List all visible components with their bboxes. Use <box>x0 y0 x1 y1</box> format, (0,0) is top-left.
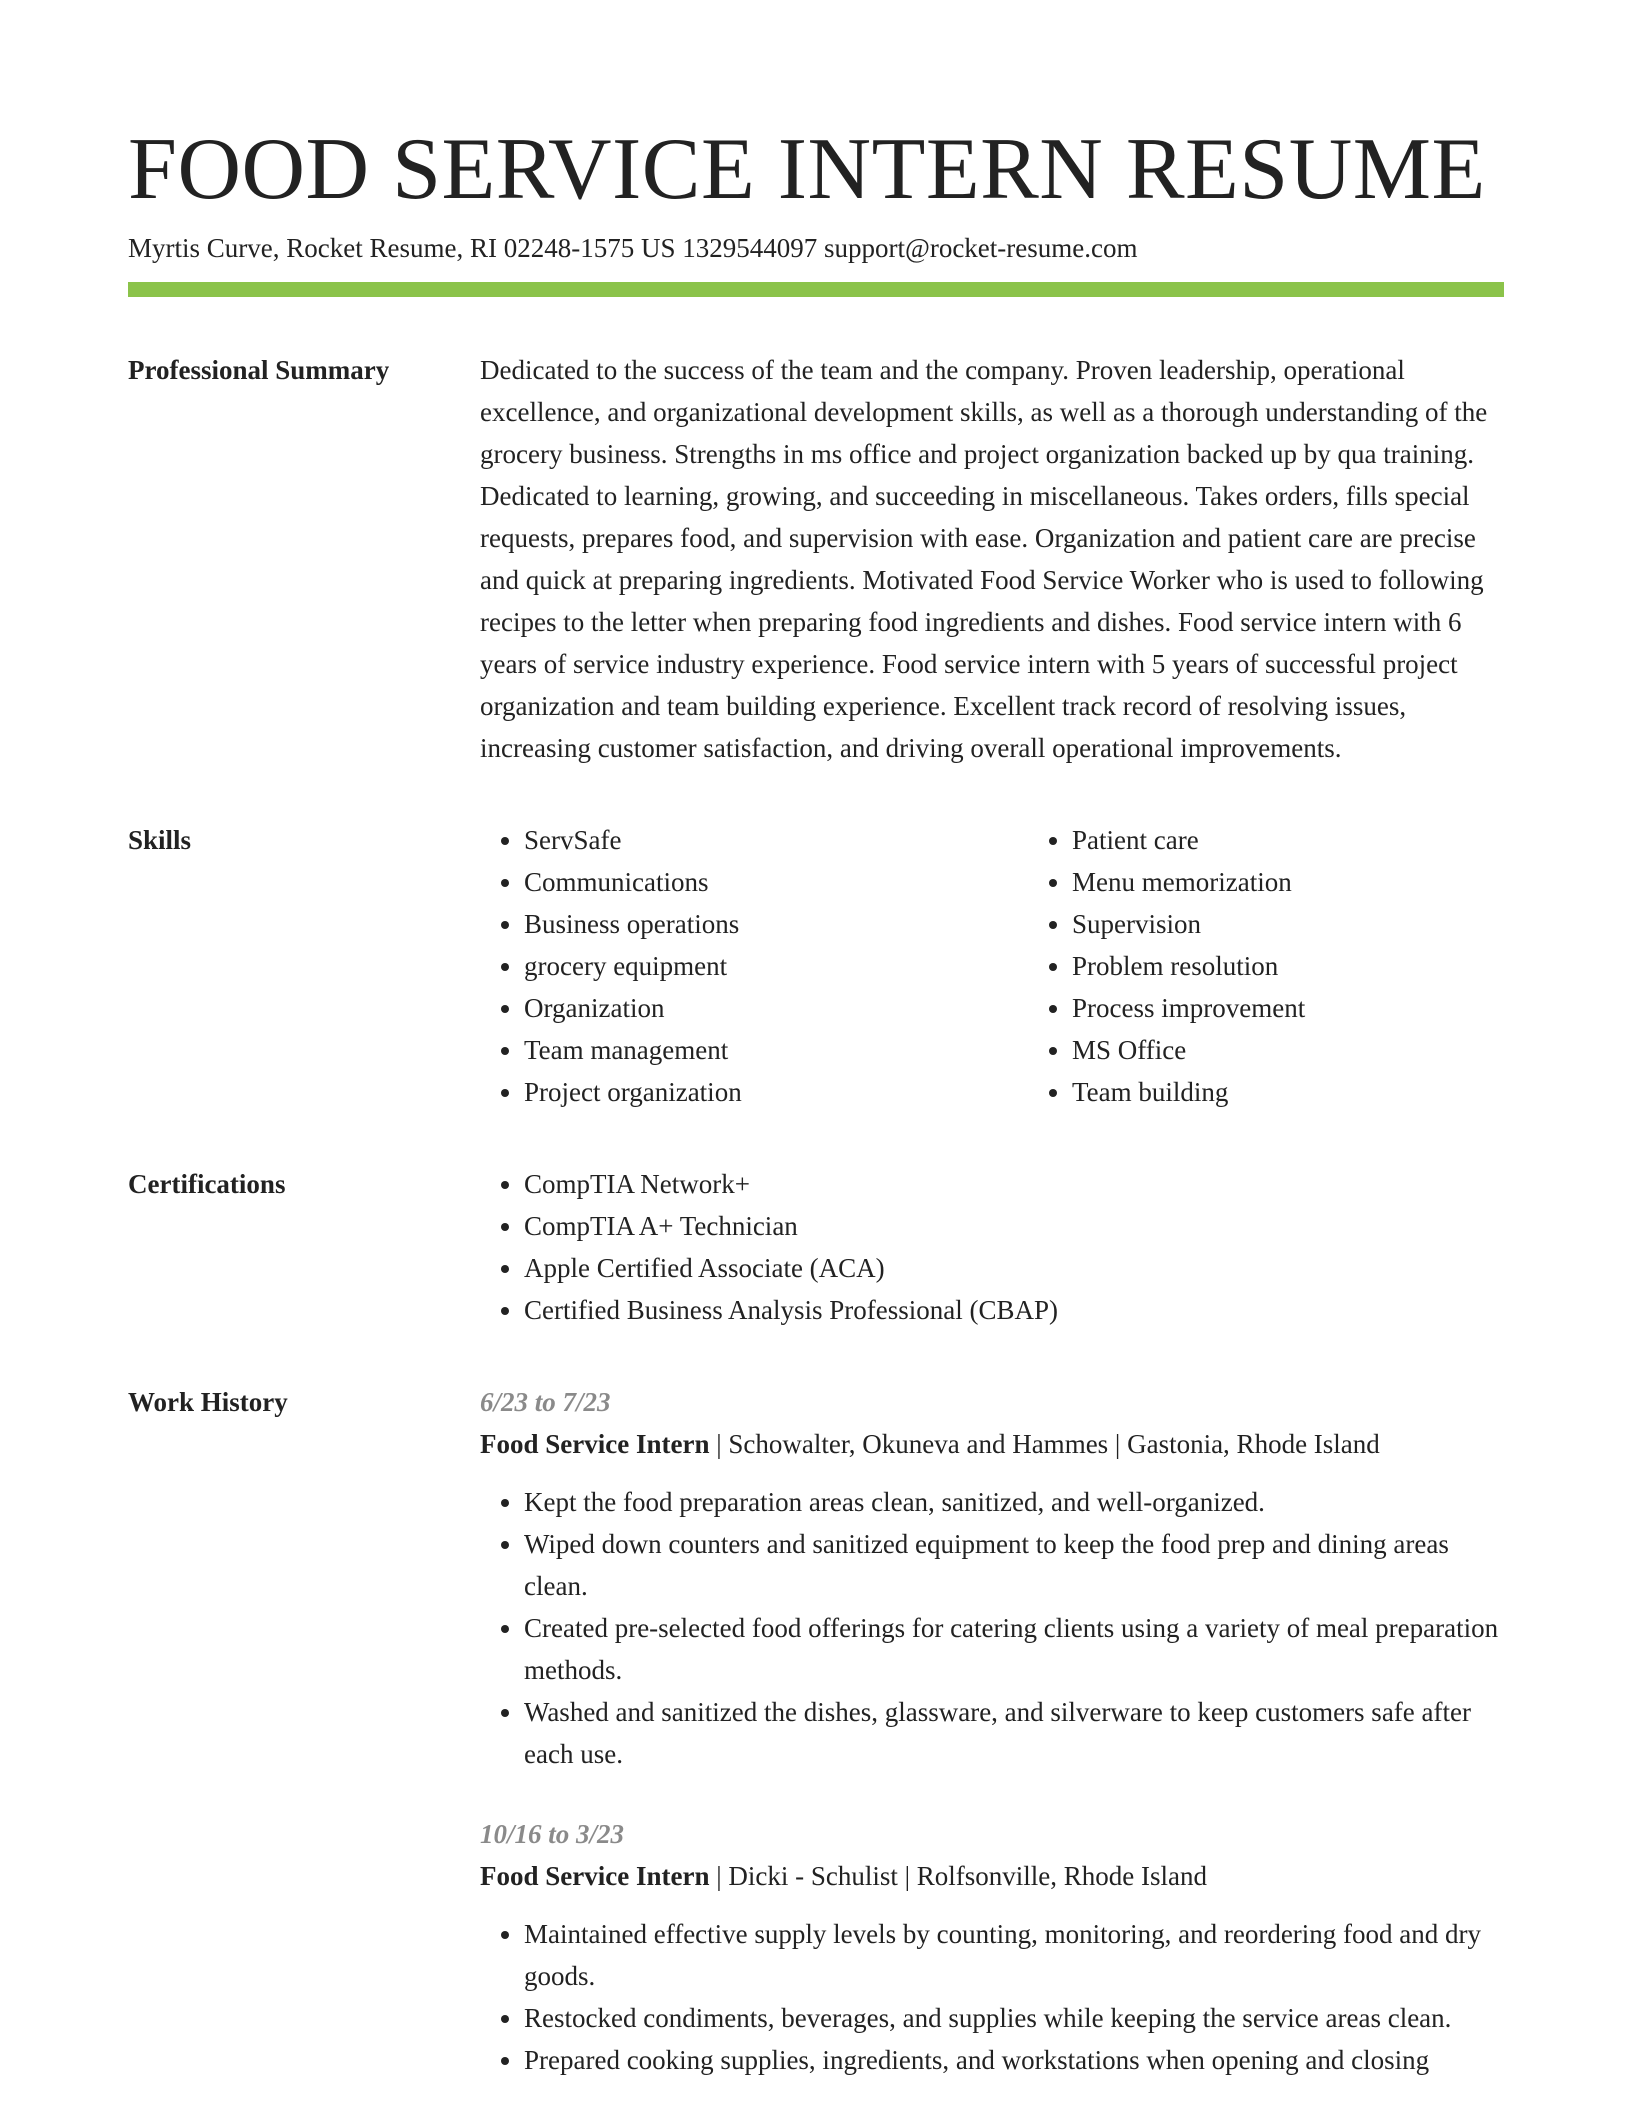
summary-text: Dedicated to the success of the team and the company. Proven leadership, operational excellence, and organizational development skills, as well as a thorough understanding of the grocery business. Strengths in ms office and project organization backed up by qua training. Dedicated to learning, growing, and succeeding in miscellaneous. Takes orders, fills special requests, prepares food, and supervision with ease. Organization and patient care are precise and quick at preparing ingredients. Motivated Food Service Worker who is used to following recipes to the letter when preparing food ingredients and dishes. Food service intern with 6 years of service industry experience. Food service intern with 5 years of successful project organization and team building experience. Excellent track record of resolving issues, increasing customer satisfaction, and driving overall operational improvements. <box>480 355 1488 763</box>
skill-item: • Patient care <box>1072 819 1576 861</box>
job-entry <box>480 1381 1504 1775</box>
professional-summary-section <box>128 349 1504 769</box>
skill-item: • Supervision <box>1072 903 1576 945</box>
certifications-section <box>128 1163 1504 1331</box>
skill-item: • Process improvement <box>1072 987 1576 1029</box>
job-bullet: • Wiped down counters and sanitized equipment to keep the food prep and dining areas clean. <box>524 1523 1504 1607</box>
job-bullets <box>480 1913 1504 2081</box>
certification-item: • CompTIA Network+ <box>524 1163 1504 1205</box>
job-heading <box>480 1423 1504 1465</box>
job-heading <box>480 1855 1504 1897</box>
skills-list-right <box>1028 819 1576 1113</box>
header-divider <box>128 282 1504 297</box>
resume-page <box>128 120 1504 2081</box>
skills-section <box>128 819 1504 1113</box>
section-label-professional-summary: Professional Summary <box>128 355 390 385</box>
job-employer-location: | Schowalter, Okuneva and Hammes | Gastonia, Rhode Island <box>709 1429 1380 1459</box>
job-bullets <box>480 1481 1504 1775</box>
job-title: Food Service Intern <box>480 1429 710 1459</box>
section-label-certifications: Certifications <box>128 1169 286 1199</box>
certification-item: • Apple Certified Associate (ACA) <box>524 1247 1504 1289</box>
job-bullet: • Maintained effective supply levels by counting, monitoring, and reordering food and dry goods. <box>524 1913 1504 1997</box>
certification-item: • Certified Business Analysis Professional (CBAP) <box>524 1289 1504 1331</box>
section-label-skills: Skills <box>128 825 192 855</box>
skill-item: • Communications <box>524 861 1028 903</box>
resume-title: FOOD SERVICE INTERN RESUME <box>128 121 1486 218</box>
job-employer-location: | Dicki - Schulist | Rolfsonville, Rhode Island <box>709 1861 1207 1891</box>
job-date: 10/16 to 3/23 <box>480 1819 625 1849</box>
skill-item: • MS Office <box>1072 1029 1576 1071</box>
skills-list-left <box>480 819 1028 1113</box>
certifications-list <box>480 1163 1504 1331</box>
certification-item: • CompTIA A+ Technician <box>524 1205 1504 1247</box>
job-entry <box>480 1813 1504 2081</box>
skill-item: • Menu memorization <box>1072 861 1576 903</box>
job-bullet: • Restocked condiments, beverages, and supplies while keeping the service areas clean. <box>524 1997 1504 2039</box>
skill-item: • Team management <box>524 1029 1028 1071</box>
job-title: Food Service Intern <box>480 1861 710 1891</box>
job-bullet: • Kept the food preparation areas clean, sanitized, and well-organized. <box>524 1481 1504 1523</box>
job-bullet: • Prepared cooking supplies, ingredients, and workstations when opening and closing <box>524 2039 1504 2081</box>
contact-line: Myrtis Curve, Rocket Resume, RI 02248-1575 US 1329544097 support@rocket-resume.com <box>128 233 1138 263</box>
work-history-section <box>128 1381 1504 2081</box>
job-date: 6/23 to 7/23 <box>480 1387 611 1417</box>
skill-item: • Organization <box>524 987 1028 1029</box>
skill-item: • Business operations <box>524 903 1028 945</box>
job-bullet: • Created pre-selected food offerings for catering clients using a variety of meal preparation methods. <box>524 1607 1504 1691</box>
skill-item: • Problem resolution <box>1072 945 1576 987</box>
skill-item: • Project organization <box>524 1071 1028 1113</box>
skill-item: • grocery equipment <box>524 945 1028 987</box>
skill-item: • ServSafe <box>524 819 1028 861</box>
job-bullet: • Washed and sanitized the dishes, glassware, and silverware to keep customers safe after each use. <box>524 1691 1504 1775</box>
section-label-work-history: Work History <box>128 1387 288 1417</box>
skill-item: • Team building <box>1072 1071 1576 1113</box>
